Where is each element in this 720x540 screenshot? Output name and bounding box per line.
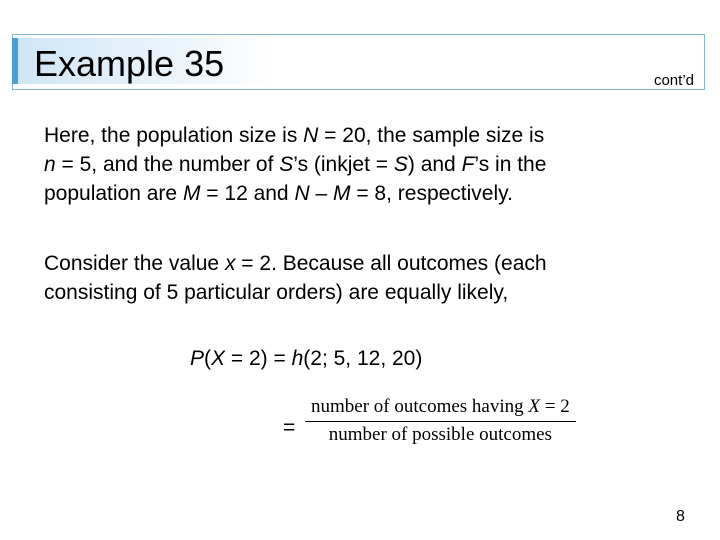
equals-sign: = (283, 416, 296, 439)
para1-line2: n = 5, and the number of S’s (inkjet = S) and F’s in the (44, 153, 547, 176)
page-number: 8 (676, 508, 685, 525)
slide-title: Example 35 (34, 43, 225, 84)
fraction-bar (305, 421, 576, 422)
paragraph-consider-value (44, 249, 547, 307)
fraction-denominator: number of possible outcomes (328, 424, 552, 445)
fraction-numerator: number of outcomes having X = 2 (311, 396, 570, 417)
continued-label: cont’d (653, 72, 694, 89)
para2-line2: consisting of 5 particular orders) are equally likely, (44, 281, 509, 304)
para2-line1: Consider the value x = 2. Because all outcomes (each (44, 252, 547, 275)
paragraph-population (44, 121, 546, 208)
para1-line1: Here, the population size is N = 20, the sample size is (44, 124, 545, 147)
probability-equation: P(X = 2) = h(2; 5, 12, 20) (190, 347, 423, 370)
outcome-fraction (305, 396, 576, 446)
para1-line3: population are M = 12 and N – M = 8, respectively. (44, 182, 513, 205)
